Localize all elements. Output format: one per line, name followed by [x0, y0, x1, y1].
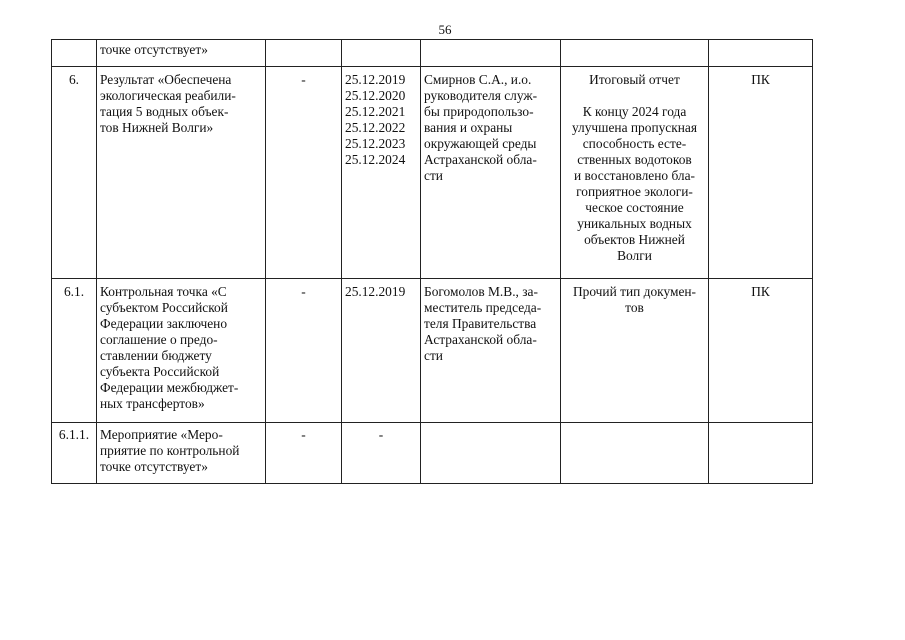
document-line: Прочий тип докумен-	[572, 284, 697, 299]
document-line: К концу 2024 года	[582, 104, 687, 119]
document-line: улучшена пропускная	[571, 120, 698, 135]
date-line: -	[378, 427, 384, 442]
date-line: 25.12.2020	[345, 88, 406, 103]
title-line: ных трансфертов»	[100, 396, 205, 411]
due-dates-cell	[342, 67, 421, 279]
row-number-cell: 6.	[52, 67, 97, 279]
document-line: гоприятное экологи-	[576, 184, 693, 199]
system-cell	[709, 40, 813, 67]
prev-value-cell	[266, 40, 342, 67]
table-row	[52, 279, 813, 423]
responsible-line: бы природопользо-	[424, 104, 534, 119]
date-line: 25.12.2019	[345, 284, 406, 299]
responsible-line: Богомолов М.В., за-	[424, 284, 538, 299]
title-line: субъектом Российской	[100, 300, 228, 315]
title-line: точке отсутствует»	[100, 459, 208, 474]
row-title-cell	[97, 67, 266, 279]
prev-value-cell: -	[266, 423, 342, 484]
document-line: Волги	[617, 248, 652, 263]
title-line: точке отсутствует»	[100, 42, 208, 57]
date-line: 25.12.2023	[345, 136, 406, 151]
responsible-line: Астраханской обла-	[424, 152, 537, 167]
responsible-line: сти	[424, 168, 443, 183]
due-dates-cell	[342, 279, 421, 423]
row-number-cell: 6.1.	[52, 279, 97, 423]
title-line: тов Нижней Волги»	[100, 120, 214, 135]
responsible-cell	[421, 423, 561, 484]
date-line: 25.12.2022	[345, 120, 406, 135]
due-dates-cell	[342, 423, 421, 484]
responsible-line: сти	[424, 348, 443, 363]
title-line: соглашение о предо-	[100, 332, 218, 347]
responsible-cell	[421, 279, 561, 423]
date-line: 25.12.2021	[345, 104, 406, 119]
row-title-cell	[97, 423, 266, 484]
responsible-line: Астраханской обла-	[424, 332, 537, 347]
responsible-line: окружающей среды	[424, 136, 537, 151]
due-dates-cell	[342, 40, 421, 67]
document-cell	[561, 423, 709, 484]
table-row	[52, 67, 813, 279]
document-line: объектов Нижней	[584, 232, 685, 247]
system-cell	[709, 423, 813, 484]
prev-value-cell: -	[266, 279, 342, 423]
title-line: субъекта Российской	[100, 364, 220, 379]
document-line: и восстановлено бла-	[573, 168, 696, 183]
title-line: тация 5 водных объек-	[100, 104, 229, 119]
row-title-cell	[97, 279, 266, 423]
responsible-line: руководителя служ-	[424, 88, 538, 103]
title-line: ставлении бюджету	[100, 348, 212, 363]
row-title-cell	[97, 40, 266, 67]
title-line: экологическая реабили-	[100, 88, 236, 103]
responsible-line: Смирнов С.А., и.о.	[424, 72, 532, 87]
responsible-line: вания и охраны	[424, 120, 513, 135]
row-number-cell	[52, 40, 97, 67]
responsible-line: меститель председа-	[424, 300, 542, 315]
title-line: Мероприятие «Меро-	[100, 427, 223, 442]
prev-value-cell: -	[266, 67, 342, 279]
title-line: Федерации межбюджет-	[100, 380, 239, 395]
system-cell: ПК	[709, 279, 813, 423]
document-cell	[561, 67, 709, 279]
document-cell	[561, 279, 709, 423]
responsible-cell	[421, 40, 561, 67]
document-line: тов	[625, 300, 644, 315]
date-line: 25.12.2019	[345, 72, 406, 87]
title-line: Контрольная точка «С	[100, 284, 227, 299]
responsible-line: теля Правительства	[424, 316, 537, 331]
responsible-cell	[421, 67, 561, 279]
document-title: Итоговый отчет	[589, 72, 680, 87]
date-line: 25.12.2024	[345, 152, 406, 167]
title-line: приятие по контрольной	[100, 443, 240, 458]
document-line: ческое состояние	[585, 200, 684, 215]
document-line: способность есте-	[582, 136, 687, 151]
title-line: Федерации заключено	[100, 316, 228, 331]
document-line: ственных водотоков	[577, 152, 692, 167]
table-row	[52, 423, 813, 484]
document-line: уникальных водных	[577, 216, 692, 231]
plan-table	[51, 39, 813, 484]
table-row	[52, 40, 813, 67]
system-cell: ПК	[709, 67, 813, 279]
row-number-cell: 6.1.1.	[52, 423, 97, 484]
spacer	[564, 88, 705, 104]
document-cell	[561, 40, 709, 67]
title-line: Результат «Обеспечена	[100, 72, 232, 87]
page-number: 56	[438, 22, 452, 37]
